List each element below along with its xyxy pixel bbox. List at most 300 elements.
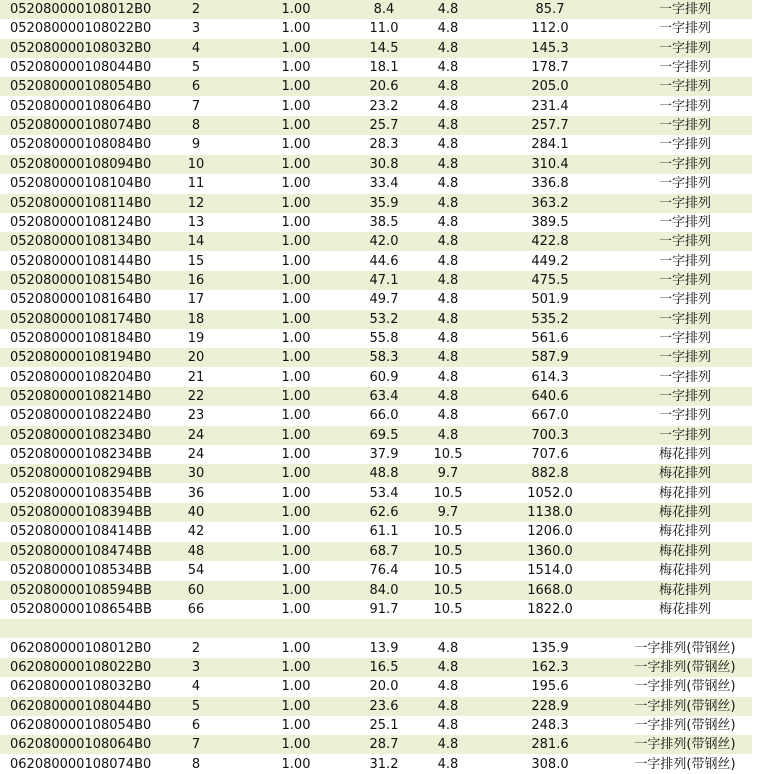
table-row (0, 464, 752, 483)
weight-cell: 205.0 (531, 79, 569, 94)
model-cell: 052080000108414BB (10, 524, 152, 539)
arrangement-cell: 梅花排列 (658, 563, 711, 578)
weight-cell: 363.2 (531, 196, 569, 211)
table-row (0, 677, 752, 696)
width-cell: 53.2 (369, 312, 399, 327)
pitch-cell: 1.00 (281, 408, 311, 423)
model-cell: 052080000108022B0 (10, 21, 152, 36)
width-cell: 69.5 (369, 428, 399, 443)
model-cell: 052080000108134B0 (10, 234, 152, 249)
pitch-cell: 1.00 (281, 196, 311, 211)
width-cell: 8.4 (373, 2, 395, 17)
model-cell: 052080000108214B0 (10, 389, 152, 404)
arrangement-cell: 一字排列(带钢丝) (634, 641, 736, 656)
weight-cell: 1360.0 (527, 544, 573, 559)
count-cell: 40 (187, 505, 205, 520)
model-cell: 052080000108594BB (10, 583, 152, 598)
count-cell: 2 (191, 641, 201, 656)
table-row (0, 329, 752, 348)
arrangement-cell: 一字排列 (658, 428, 711, 443)
table-row (0, 542, 752, 561)
count-cell: 48 (187, 544, 205, 559)
model-cell: 052080000108394BB (10, 505, 152, 520)
weight-cell: 248.3 (531, 718, 569, 733)
pitch-cell: 1.00 (281, 583, 311, 598)
count-cell: 42 (187, 524, 205, 539)
pitch-cell: 1.00 (281, 486, 311, 501)
count-cell: 11 (187, 176, 205, 191)
model-cell: 052080000108012B0 (10, 2, 152, 17)
arrangement-cell: 梅花排列 (658, 447, 711, 462)
model-cell: 062080000108054B0 (10, 718, 152, 733)
model-cell: 052080000108184B0 (10, 331, 152, 346)
height-cell: 4.8 (437, 718, 459, 733)
count-cell: 23 (187, 408, 205, 423)
height-cell: 4.8 (437, 196, 459, 211)
height-cell: 10.5 (433, 563, 463, 578)
height-cell: 4.8 (437, 292, 459, 307)
arrangement-cell: 梅花排列 (658, 544, 711, 559)
pitch-cell: 1.00 (281, 466, 311, 481)
width-cell: 44.6 (369, 254, 399, 269)
model-cell: 052080000108294BB (10, 466, 152, 481)
table-row (0, 368, 752, 387)
model-cell: 062080000108064B0 (10, 737, 152, 752)
pitch-cell: 1.00 (281, 505, 311, 520)
width-cell: 23.2 (369, 99, 399, 114)
height-cell: 4.8 (437, 641, 459, 656)
table-row (0, 0, 752, 19)
height-cell: 4.8 (437, 21, 459, 36)
table-row (0, 387, 752, 406)
width-cell: 37.9 (369, 447, 399, 462)
width-cell: 13.9 (369, 641, 399, 656)
arrangement-cell: 一字排列 (658, 370, 711, 385)
table-row (0, 445, 752, 464)
arrangement-cell: 一字排列 (658, 157, 711, 172)
arrangement-cell: 一字排列 (658, 41, 711, 56)
table-row (0, 39, 752, 58)
table-row (0, 174, 752, 193)
pitch-cell: 1.00 (281, 254, 311, 269)
arrangement-cell: 一字排列 (658, 254, 711, 269)
height-cell: 4.8 (437, 331, 459, 346)
height-cell: 4.8 (437, 176, 459, 191)
height-cell: 4.8 (437, 699, 459, 714)
model-cell: 052080000108194B0 (10, 350, 152, 365)
pitch-cell: 1.00 (281, 79, 311, 94)
weight-cell: 281.6 (531, 737, 569, 752)
model-cell: 052080000108084B0 (10, 137, 152, 152)
pitch-cell: 1.00 (281, 544, 311, 559)
pitch-cell: 1.00 (281, 447, 311, 462)
weight-cell: 640.6 (531, 389, 569, 404)
height-cell: 4.8 (437, 737, 459, 752)
count-cell: 66 (187, 602, 205, 617)
pitch-cell: 1.00 (281, 292, 311, 307)
weight-cell: 389.5 (531, 215, 569, 230)
pitch-cell: 1.00 (281, 524, 311, 539)
count-cell: 20 (187, 350, 205, 365)
model-cell: 052080000108164B0 (10, 292, 152, 307)
height-cell: 10.5 (433, 447, 463, 462)
model-cell: 052080000108204B0 (10, 370, 152, 385)
pitch-cell: 1.00 (281, 389, 311, 404)
count-cell: 8 (191, 118, 201, 133)
arrangement-cell: 一字排列(带钢丝) (634, 679, 736, 694)
weight-cell: 587.9 (531, 350, 569, 365)
width-cell: 11.0 (369, 21, 399, 36)
pitch-cell: 1.00 (281, 137, 311, 152)
table-row (0, 697, 752, 716)
table-row (0, 232, 752, 251)
table-row (0, 271, 752, 290)
count-cell: 7 (191, 99, 201, 114)
height-cell: 10.5 (433, 524, 463, 539)
width-cell: 23.6 (369, 699, 399, 714)
width-cell: 76.4 (369, 563, 399, 578)
model-cell: 052080000108654BB (10, 602, 152, 617)
count-cell: 14 (187, 234, 205, 249)
model-cell: 062080000108044B0 (10, 699, 152, 714)
width-cell: 48.8 (369, 466, 399, 481)
weight-cell: 257.7 (531, 118, 569, 133)
table-row (0, 155, 752, 174)
count-cell: 8 (191, 757, 201, 772)
weight-cell: 1138.0 (527, 505, 573, 520)
height-cell: 4.8 (437, 99, 459, 114)
pitch-cell: 1.00 (281, 428, 311, 443)
table-row (0, 522, 752, 541)
count-cell: 54 (187, 563, 205, 578)
arrangement-cell: 一字排列 (658, 2, 711, 17)
arrangement-cell: 一字排列 (658, 99, 711, 114)
model-cell: 052080000108114B0 (10, 196, 152, 211)
width-cell: 53.4 (369, 486, 399, 501)
arrangement-cell: 梅花排列 (658, 602, 711, 617)
table-row (0, 716, 752, 735)
weight-cell: 882.8 (531, 466, 569, 481)
table-row (0, 406, 752, 425)
arrangement-cell: 一字排列 (658, 21, 711, 36)
weight-cell: 561.6 (531, 331, 569, 346)
pitch-cell: 1.00 (281, 215, 311, 230)
width-cell: 47.1 (369, 273, 399, 288)
table-row (0, 252, 752, 271)
model-cell: 052080000108032B0 (10, 41, 152, 56)
weight-cell: 231.4 (531, 99, 569, 114)
pitch-cell: 1.00 (281, 718, 311, 733)
model-cell: 052080000108154B0 (10, 273, 152, 288)
pitch-cell: 1.00 (281, 737, 311, 752)
table-row (0, 213, 752, 232)
width-cell: 28.7 (369, 737, 399, 752)
height-cell: 4.8 (437, 118, 459, 133)
count-cell: 7 (191, 737, 201, 752)
arrangement-cell: 一字排列 (658, 312, 711, 327)
width-cell: 33.4 (369, 176, 399, 191)
model-cell: 052080000108234B0 (10, 428, 152, 443)
height-cell: 4.8 (437, 234, 459, 249)
height-cell: 9.7 (437, 505, 459, 520)
pitch-cell: 1.00 (281, 331, 311, 346)
pitch-cell: 1.00 (281, 60, 311, 75)
count-cell: 10 (187, 157, 205, 172)
count-cell: 17 (187, 292, 205, 307)
height-cell: 4.8 (437, 660, 459, 675)
table-row (0, 755, 752, 774)
weight-cell: 195.6 (531, 679, 569, 694)
count-cell: 60 (187, 583, 205, 598)
table-row (0, 735, 752, 754)
pitch-cell: 1.00 (281, 21, 311, 36)
arrangement-cell: 一字排列 (658, 234, 711, 249)
weight-cell: 308.0 (531, 757, 569, 772)
table-row (0, 581, 752, 600)
height-cell: 4.8 (437, 273, 459, 288)
weight-cell: 1514.0 (527, 563, 573, 578)
width-cell: 20.6 (369, 79, 399, 94)
count-cell: 21 (187, 370, 205, 385)
count-cell: 18 (187, 312, 205, 327)
table-section-gap (0, 619, 752, 638)
pitch-cell: 1.00 (281, 699, 311, 714)
arrangement-cell: 一字排列 (658, 408, 711, 423)
weight-cell: 614.3 (531, 370, 569, 385)
width-cell: 49.7 (369, 292, 399, 307)
arrangement-cell: 梅花排列 (658, 505, 711, 520)
count-cell: 30 (187, 466, 205, 481)
arrangement-cell: 一字排列 (658, 79, 711, 94)
weight-cell: 422.8 (531, 234, 569, 249)
count-cell: 4 (191, 679, 201, 694)
count-cell: 6 (191, 718, 201, 733)
table-row (0, 97, 752, 116)
arrangement-cell: 一字排列 (658, 273, 711, 288)
pitch-cell: 1.00 (281, 41, 311, 56)
weight-cell: 1206.0 (527, 524, 573, 539)
weight-cell: 310.4 (531, 157, 569, 172)
height-cell: 4.8 (437, 2, 459, 17)
height-cell: 4.8 (437, 679, 459, 694)
weight-cell: 112.0 (531, 21, 569, 36)
arrangement-cell: 一字排列 (658, 118, 711, 133)
table-row (0, 116, 752, 135)
table-row (0, 639, 752, 658)
height-cell: 4.8 (437, 137, 459, 152)
table-row (0, 348, 752, 367)
arrangement-cell: 一字排列(带钢丝) (634, 699, 736, 714)
height-cell: 4.8 (437, 41, 459, 56)
width-cell: 30.8 (369, 157, 399, 172)
count-cell: 5 (191, 60, 201, 75)
width-cell: 61.1 (369, 524, 399, 539)
arrangement-cell: 一字排列 (658, 350, 711, 365)
weight-cell: 1052.0 (527, 486, 573, 501)
height-cell: 10.5 (433, 583, 463, 598)
width-cell: 25.7 (369, 118, 399, 133)
pitch-cell: 1.00 (281, 641, 311, 656)
weight-cell: 228.9 (531, 699, 569, 714)
model-cell: 052080000108044B0 (10, 60, 152, 75)
count-cell: 3 (191, 21, 201, 36)
table-row (0, 658, 752, 677)
height-cell: 4.8 (437, 389, 459, 404)
table-row (0, 77, 752, 96)
model-cell: 052080000108224B0 (10, 408, 152, 423)
count-cell: 13 (187, 215, 205, 230)
table-row (0, 19, 752, 38)
weight-cell: 85.7 (535, 2, 565, 17)
model-cell: 052080000108124B0 (10, 215, 152, 230)
weight-cell: 1668.0 (527, 583, 573, 598)
arrangement-cell: 一字排列 (658, 215, 711, 230)
height-cell: 10.5 (433, 602, 463, 617)
weight-cell: 475.5 (531, 273, 569, 288)
width-cell: 68.7 (369, 544, 399, 559)
width-cell: 66.0 (369, 408, 399, 423)
arrangement-cell: 一字排列 (658, 389, 711, 404)
pitch-cell: 1.00 (281, 312, 311, 327)
model-cell: 052080000108534BB (10, 563, 152, 578)
width-cell: 84.0 (369, 583, 399, 598)
table-row (0, 503, 752, 522)
pitch-cell: 1.00 (281, 757, 311, 772)
height-cell: 4.8 (437, 157, 459, 172)
width-cell: 28.3 (369, 137, 399, 152)
width-cell: 91.7 (369, 602, 399, 617)
count-cell: 36 (187, 486, 205, 501)
arrangement-cell: 一字排列(带钢丝) (634, 660, 736, 675)
width-cell: 63.4 (369, 389, 399, 404)
count-cell: 19 (187, 331, 205, 346)
count-cell: 3 (191, 660, 201, 675)
count-cell: 6 (191, 79, 201, 94)
weight-cell: 700.3 (531, 428, 569, 443)
arrangement-cell: 一字排列 (658, 137, 711, 152)
table-row (0, 310, 752, 329)
height-cell: 10.5 (433, 544, 463, 559)
pitch-cell: 1.00 (281, 234, 311, 249)
height-cell: 4.8 (437, 79, 459, 94)
arrangement-cell: 梅花排列 (658, 524, 711, 539)
height-cell: 4.8 (437, 428, 459, 443)
weight-cell: 501.9 (531, 292, 569, 307)
width-cell: 35.9 (369, 196, 399, 211)
arrangement-cell: 一字排列(带钢丝) (634, 737, 736, 752)
height-cell: 4.8 (437, 370, 459, 385)
height-cell: 4.8 (437, 254, 459, 269)
weight-cell: 178.7 (531, 60, 569, 75)
table-row (0, 561, 752, 580)
model-cell: 052080000108094B0 (10, 157, 152, 172)
model-cell: 052080000108174B0 (10, 312, 152, 327)
model-cell: 062080000108012B0 (10, 641, 152, 656)
height-cell: 9.7 (437, 466, 459, 481)
weight-cell: 707.6 (531, 447, 569, 462)
height-cell: 4.8 (437, 215, 459, 230)
arrangement-cell: 一字排列 (658, 196, 711, 211)
table-row (0, 194, 752, 213)
model-cell: 052080000108064B0 (10, 99, 152, 114)
pitch-cell: 1.00 (281, 679, 311, 694)
count-cell: 2 (191, 2, 201, 17)
model-cell: 062080000108022B0 (10, 660, 152, 675)
arrangement-cell: 梅花排列 (658, 486, 711, 501)
width-cell: 14.5 (369, 41, 399, 56)
height-cell: 4.8 (437, 757, 459, 772)
pitch-cell: 1.00 (281, 157, 311, 172)
pitch-cell: 1.00 (281, 370, 311, 385)
height-cell: 4.8 (437, 60, 459, 75)
pitch-cell: 1.00 (281, 99, 311, 114)
height-cell: 4.8 (437, 350, 459, 365)
weight-cell: 667.0 (531, 408, 569, 423)
count-cell: 24 (187, 447, 205, 462)
width-cell: 18.1 (369, 60, 399, 75)
model-cell: 052080000108074B0 (10, 118, 152, 133)
width-cell: 60.9 (369, 370, 399, 385)
table-row (0, 426, 752, 445)
weight-cell: 145.3 (531, 41, 569, 56)
model-cell: 052080000108474BB (10, 544, 152, 559)
weight-cell: 162.3 (531, 660, 569, 675)
table-row (0, 484, 752, 503)
width-cell: 42.0 (369, 234, 399, 249)
model-cell: 052080000108054B0 (10, 79, 152, 94)
width-cell: 58.3 (369, 350, 399, 365)
table-row (0, 58, 752, 77)
width-cell: 38.5 (369, 215, 399, 230)
weight-cell: 1822.0 (527, 602, 573, 617)
height-cell: 10.5 (433, 486, 463, 501)
arrangement-cell: 一字排列 (658, 292, 711, 307)
width-cell: 62.6 (369, 505, 399, 520)
weight-cell: 336.8 (531, 176, 569, 191)
table-row (0, 600, 752, 619)
count-cell: 9 (191, 137, 201, 152)
count-cell: 4 (191, 41, 201, 56)
weight-cell: 535.2 (531, 312, 569, 327)
count-cell: 22 (187, 389, 205, 404)
arrangement-cell: 一字排列 (658, 331, 711, 346)
count-cell: 15 (187, 254, 205, 269)
pitch-cell: 1.00 (281, 118, 311, 133)
pitch-cell: 1.00 (281, 563, 311, 578)
arrangement-cell: 一字排列(带钢丝) (634, 718, 736, 733)
pitch-cell: 1.00 (281, 176, 311, 191)
model-cell: 062080000108032B0 (10, 679, 152, 694)
weight-cell: 449.2 (531, 254, 569, 269)
pitch-cell: 1.00 (281, 2, 311, 17)
width-cell: 31.2 (369, 757, 399, 772)
arrangement-cell: 一字排列 (658, 60, 711, 75)
count-cell: 24 (187, 428, 205, 443)
table-row (0, 290, 752, 309)
width-cell: 55.8 (369, 331, 399, 346)
count-cell: 12 (187, 196, 205, 211)
pitch-cell: 1.00 (281, 660, 311, 675)
height-cell: 4.8 (437, 312, 459, 327)
arrangement-cell: 一字排列 (658, 176, 711, 191)
arrangement-cell: 梅花排列 (658, 466, 711, 481)
weight-cell: 284.1 (531, 137, 569, 152)
count-cell: 16 (187, 273, 205, 288)
model-cell: 062080000108074B0 (10, 757, 152, 772)
model-cell: 052080000108354BB (10, 486, 152, 501)
table-row (0, 135, 752, 154)
model-cell: 052080000108144B0 (10, 254, 152, 269)
